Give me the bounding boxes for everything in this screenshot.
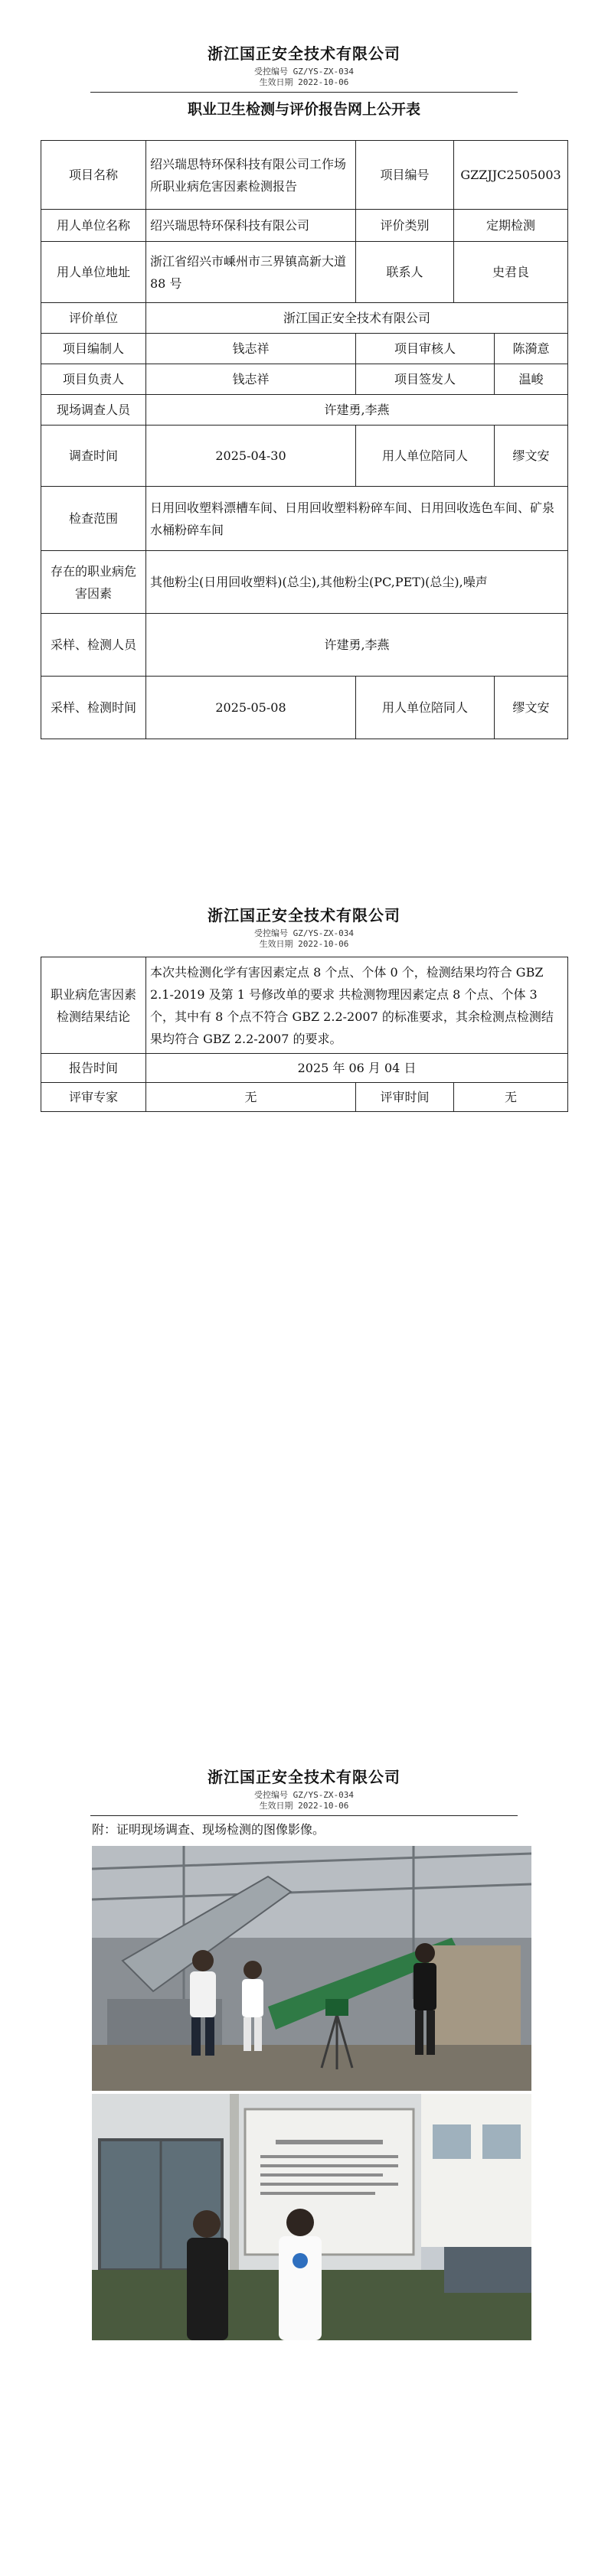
compiler-value: 钱志祥 xyxy=(146,334,356,364)
doc-code: 受控编号 GZ/YS-ZX-034 xyxy=(253,928,355,938)
project-name-value: 绍兴瑞思特环保科技有限公司工作场所职业病危害因素检测报告 xyxy=(146,141,356,210)
escort2-label: 用人单位陪同人 xyxy=(356,677,495,739)
survey-time-label: 调查时间 xyxy=(41,426,146,487)
company-name: 浙江国正安全技术有限公司 xyxy=(208,1768,400,1786)
company-name: 浙江国正安全技术有限公司 xyxy=(208,906,400,924)
employer-address-label: 用人单位地址 xyxy=(41,242,146,303)
page2-header xyxy=(0,903,608,950)
escort-value: 缪文安 xyxy=(495,426,568,487)
header-rule xyxy=(90,92,518,93)
document-title: 职业卫生检测与评价报告网上公开表 xyxy=(187,101,420,118)
table-row xyxy=(41,1054,568,1083)
effective-date: 生效日期 2022-10-06 xyxy=(259,1801,349,1811)
sample-time-label: 采样、检测时间 xyxy=(41,677,146,739)
leader-label: 项目负责人 xyxy=(41,364,146,395)
hazards-label: 存在的职业病危害因素 xyxy=(41,551,146,614)
report-info-table xyxy=(41,140,568,739)
samplers-label: 采样、检测人员 xyxy=(41,614,146,677)
table-row xyxy=(41,334,568,364)
scope-value: 日用回收塑料漂槽车间、日用回收塑料粉碎车间、日用回收选色车间、矿泉水桶粉碎车间 xyxy=(146,487,568,551)
table-row xyxy=(41,551,568,614)
eval-type-value: 定期检测 xyxy=(454,210,568,242)
project-name-label: 项目名称 xyxy=(41,141,146,210)
page3-header xyxy=(0,1765,608,1811)
doc-code: 受控编号 GZ/YS-ZX-034 xyxy=(253,1790,355,1800)
site-photo-testing xyxy=(92,2094,531,2340)
header-rule xyxy=(90,1815,518,1816)
hazards-value: 其他粉尘(日用回收塑料)(总尘),其他粉尘(PC,PET)(总尘),噪声 xyxy=(146,551,568,614)
investigators-value: 许建勇,李燕 xyxy=(146,395,568,426)
eval-unit-value: 浙江国正安全技术有限公司 xyxy=(146,303,568,334)
reviewer-value: 陈漪意 xyxy=(495,334,568,364)
table-row xyxy=(41,395,568,426)
table-row xyxy=(41,303,568,334)
table-row xyxy=(41,364,568,395)
table-row xyxy=(41,677,568,739)
table-row xyxy=(41,487,568,551)
contact-value: 史君良 xyxy=(454,242,568,303)
issuer-value: 温峻 xyxy=(495,364,568,395)
escort2-value: 缪文安 xyxy=(495,677,568,739)
company-name: 浙江国正安全技术有限公司 xyxy=(208,44,400,63)
table-row xyxy=(41,1083,568,1112)
project-no-label: 项目编号 xyxy=(356,141,454,210)
project-no-value: GZZJJC2505003 xyxy=(454,141,568,210)
review-time-label: 评审时间 xyxy=(356,1083,454,1112)
eval-unit-label: 评价单位 xyxy=(41,303,146,334)
employer-name-label: 用人单位名称 xyxy=(41,210,146,242)
issuer-label: 项目签发人 xyxy=(356,364,495,395)
compiler-label: 项目编制人 xyxy=(41,334,146,364)
table-row xyxy=(41,426,568,487)
site-photo-survey xyxy=(92,1846,531,2091)
eval-type-label: 评价类别 xyxy=(356,210,454,242)
contact-label: 联系人 xyxy=(356,242,454,303)
expert-label: 评审专家 xyxy=(41,1083,146,1112)
employer-name-value: 绍兴瑞思特环保科技有限公司 xyxy=(146,210,356,242)
sample-time-value: 2025-05-08 xyxy=(146,677,356,739)
investigators-label: 现场调查人员 xyxy=(41,395,146,426)
employer-address-value: 浙江省绍兴市嵊州市三界镇高新大道 88 号 xyxy=(146,242,356,303)
table-row xyxy=(41,614,568,677)
conclusion-label: 职业病危害因素检测结果结论 xyxy=(41,957,146,1054)
table-row xyxy=(41,957,568,1054)
survey-time-value: 2025-04-30 xyxy=(146,426,356,487)
review-time-value: 无 xyxy=(454,1083,568,1112)
samplers-value: 许建勇,李燕 xyxy=(146,614,568,677)
effective-date: 生效日期 2022-10-06 xyxy=(259,77,349,87)
escort-label: 用人单位陪同人 xyxy=(356,426,495,487)
reviewer-label: 项目审核人 xyxy=(356,334,495,364)
page1-header xyxy=(0,41,608,88)
conclusion-value: 本次共检测化学有害因素定点 8 个点、个体 0 个，检测结果均符合 GBZ 2.1-2019 及第 1 号修改单的要求 共检测物理因素定点 8 个点、个体 3 个，其中有 8 个点不符合 GBZ 2.2-2007 的标准要求，其余检测点检测结果均符合 GBZ 2.2-2007 的要求。 xyxy=(146,957,568,1054)
report-time-label: 报告时间 xyxy=(41,1054,146,1083)
expert-value: 无 xyxy=(146,1083,356,1112)
doc-code: 受控编号 GZ/YS-ZX-034 xyxy=(253,67,355,77)
effective-date: 生效日期 2022-10-06 xyxy=(259,939,349,949)
table-row xyxy=(41,242,568,303)
report-time-value: 2025 年 06 月 04 日 xyxy=(146,1054,568,1083)
table-row xyxy=(41,210,568,242)
conclusion-table xyxy=(41,957,568,1112)
table-row xyxy=(41,141,568,210)
scope-label: 检查范围 xyxy=(41,487,146,551)
attachment-title: 附：证明现场调查、现场检测的图像影像。 xyxy=(92,1822,325,1837)
leader-value: 钱志祥 xyxy=(146,364,356,395)
